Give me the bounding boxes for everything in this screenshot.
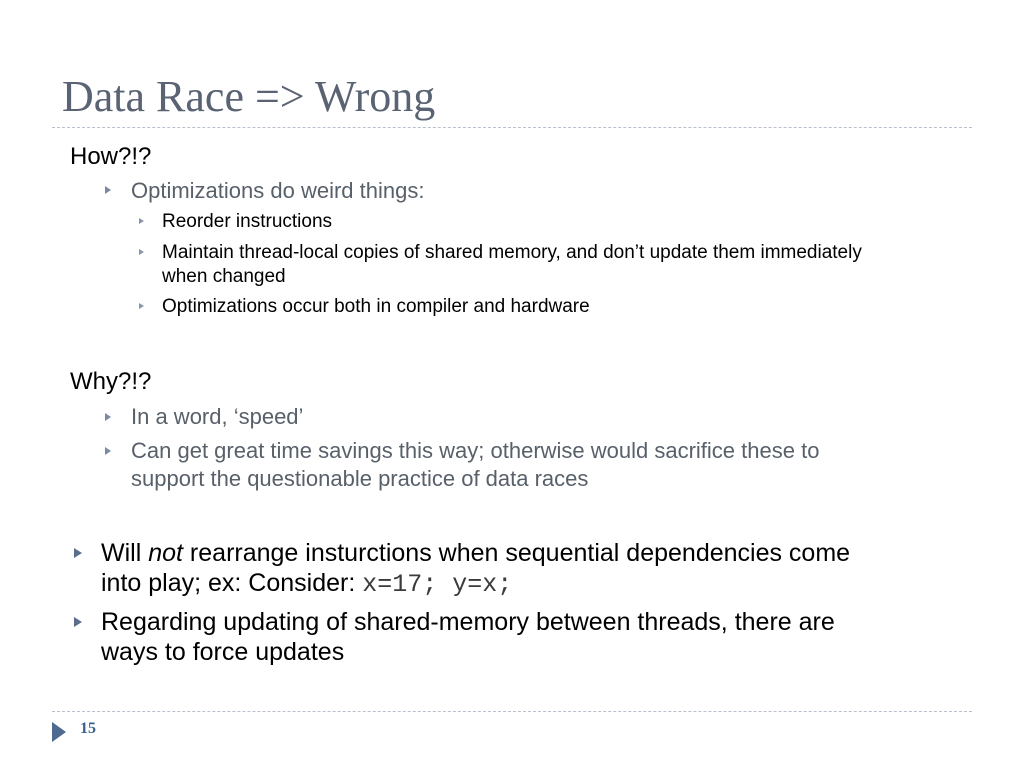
- triangle-bullet-icon: [74, 617, 82, 627]
- point-not-rearrange-line1: [101, 538, 850, 568]
- title-divider: [52, 127, 972, 128]
- code-example: x=17; y=x;: [362, 570, 513, 599]
- triangle-bullet-icon: [139, 218, 144, 224]
- point-rest: rearrange insturctions when sequential dependencies come: [182, 539, 851, 567]
- triangle-bullet-icon: [74, 548, 82, 558]
- point-consider: into play; ex: Consider:: [101, 569, 363, 597]
- triangle-bullet-icon: [139, 303, 144, 309]
- why-item-savings-line1: Can get great time savings this way; otherwise would sacrifice these to: [131, 438, 820, 463]
- triangle-bullet-icon: [105, 447, 111, 455]
- how-heading: How?!?: [70, 143, 152, 170]
- point-force-updates-line2: ways to force updates: [101, 638, 345, 666]
- slide-number: 15: [80, 720, 96, 737]
- why-heading: Why?!?: [70, 368, 152, 395]
- point-not-rearrange-line2: [101, 568, 512, 600]
- how-sub-reorder: Reorder instructions: [162, 211, 333, 232]
- how-sub-maintain-line1: Maintain thread-local copies of shared memory, and don’t update them immediately: [162, 242, 862, 263]
- point-prefix: Will: [101, 539, 149, 567]
- how-item-optimizations: Optimizations do weird things:: [131, 178, 425, 203]
- triangle-bullet-icon: [139, 249, 144, 255]
- why-item-speed: In a word, ‘speed’: [131, 404, 304, 429]
- slide-title: Data Race => Wrong: [62, 72, 436, 121]
- how-sub-maintain-line2: when changed: [162, 266, 286, 287]
- footer-divider: [52, 711, 972, 712]
- why-item-savings-line2: support the questionable practice of data races: [131, 466, 589, 491]
- triangle-bullet-icon: [105, 413, 111, 421]
- triangle-bullet-icon: [105, 186, 111, 194]
- point-emphasis: not: [148, 539, 183, 567]
- nav-arrow-icon[interactable]: [52, 722, 66, 742]
- how-sub-compiler-hardware: Optimizations occur both in compiler and hardware: [162, 296, 590, 317]
- point-force-updates-line1: Regarding updating of shared-memory between threads, there are: [101, 608, 835, 636]
